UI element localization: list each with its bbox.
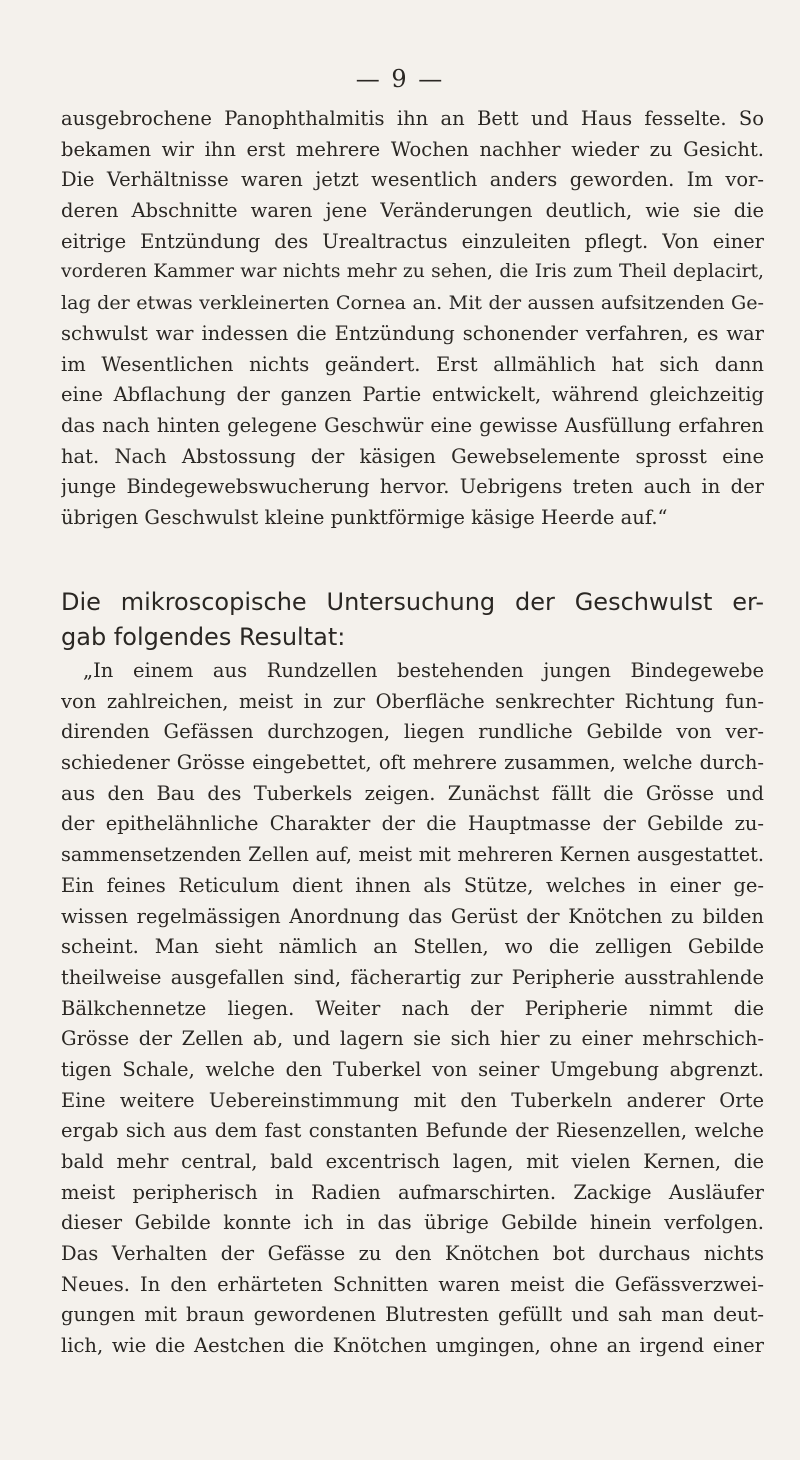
text-line: „In einem aus Rundzellen bestehenden jungen Bindegewebe [83,659,764,682]
text-line: hat. Nach Abstossung der käsigen Gewebselemente sprosst eine [61,444,764,468]
text-line: Ein feines Reticulum dient ihnen als Stütze, welches in einer ge- [61,873,764,897]
text-line: übrigen Geschwulst kleine punktförmige käsige Heerde auf.“ [61,505,668,529]
text-line: das nach hinten gelegene Geschwür eine gewisse Ausfüllung erfahren [61,413,764,437]
text-line: dieser Gebilde konnte ich in das übrige Gebilde hinein verfolgen. [61,1211,764,1235]
text-line: tigen Schale, welche den Tuberkel von seiner Umgebung abgrenzt. [61,1057,764,1081]
text-line: aus den Bau des Tuberkels zeigen. Zunächst fällt die Grösse und [61,781,764,805]
text-line: ausgebrochene Panophthalmitis ihn an Bett und Haus fesselte. So [61,107,764,130]
text-line: vorderen Kammer war nichts mehr zu sehen, die Iris zum Theil deplacirt, [61,261,764,283]
section-heading [61,585,764,655]
text-line: scheint. Man sieht nämlich an Stellen, wo die zelligen Gebilde [61,935,764,959]
text-line: lich, wie die Aestchen die Knötchen umgingen, ohne an irgend einer [61,1334,764,1358]
text-line: von zahlreichen, meist in zur Oberfläche senkrechter Richtung fun- [61,689,764,713]
text-line: eitrige Entzündung des Urealtractus einzuleiten pflegt. Von einer [61,229,764,253]
paragraph-continuation [61,104,764,534]
text-line: gungen mit braun gewordenen Blutresten gefüllt und sah man deut- [61,1303,764,1327]
text-line: wissen regelmässigen Anordnung das Gerüst der Knötchen zu bilden [61,904,764,928]
text-line: eine Abflachung der ganzen Partie entwickelt, während gleichzeitig [61,383,764,407]
paragraph-findings [61,656,764,1362]
text-line: direnden Gefässen durchzogen, liegen rundliche Gebilde von ver- [61,720,764,744]
page-number: — 9 — [355,65,445,93]
heading-line: Die mikroscopische Untersuchung der Geschwulst er- [61,588,764,616]
text-line: meist peripherisch in Radien aufmarschirten. Zackige Ausläufer [61,1180,764,1204]
text-line: schwulst war indessen die Entzündung schonender verfahren, es war [61,321,764,345]
text-line: deren Abschnitte waren jene Veränderungen deutlich, wie sie die [61,199,764,223]
text-line: bald mehr central, bald excentrisch lagen, mit vielen Kernen, die [61,1150,764,1173]
text-line: Grösse der Zellen ab, und lagern sie sich hier zu einer mehrschich- [61,1027,764,1051]
text-line: bekamen wir ihn erst mehrere Wochen nachher wieder zu Gesicht. [61,137,764,161]
text-line: Bälkchennetze liegen. Weiter nach der Peripherie nimmt die [61,996,764,1020]
text-line: ergab sich aus dem fast constanten Befunde der Riesenzellen, welche [61,1119,764,1143]
text-line: Eine weitere Uebereinstimmung mit den Tuberkeln anderer Orte [61,1088,764,1112]
text-line: schiedener Grösse eingebettet, oft mehrere zusammen, welche durch- [61,751,764,775]
text-line: der epithelähnliche Charakter der die Hauptmasse der Gebilde zu- [61,812,764,836]
heading-line: gab folgendes Resultat: [61,623,346,651]
text-line: theilweise ausgefallen sind, fächerartig zur Peripherie ausstrahlende [61,965,764,989]
text-line: im Wesentlichen nichts geändert. Erst allmählich hat sich dann [61,352,764,376]
text-line: Neues. In den erhärteten Schnitten waren meist die Gefässverzwei- [61,1272,764,1296]
text-line: Die Verhältnisse waren jetzt wesentlich anders geworden. Im vor- [61,168,764,192]
text-line: lag der etwas verkleinerten Cornea an. Mit der aussen aufsitzenden Ge- [61,291,764,315]
text-line: junge Bindegewebswucherung hervor. Uebrigens treten auch in der [61,475,764,499]
text-line: Das Verhalten der Gefässe zu den Knötchen bot durchaus nichts [61,1242,764,1266]
text-line: sammensetzenden Zellen auf, meist mit mehreren Kernen ausgestattet. [61,843,764,867]
